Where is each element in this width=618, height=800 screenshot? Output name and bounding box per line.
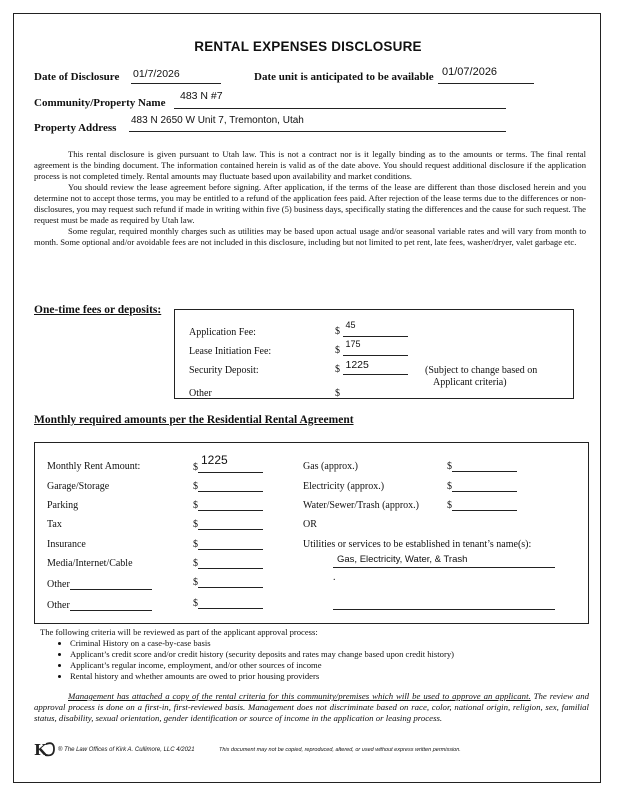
dollar-sign: $: [193, 598, 198, 609]
dollar-sign: $: [335, 364, 340, 375]
date-available-field[interactable]: [438, 66, 534, 84]
application-fee-label: Application Fee:: [189, 327, 256, 338]
monthly-rent-field[interactable]: [193, 453, 263, 473]
community-name-value: 483 N #7: [180, 90, 223, 102]
footer-firm: ® The Law Offices of Kirk A. Cullimore, LLC 4/2021: [58, 747, 195, 753]
property-address-value: 483 N 2650 W Unit 7, Tremonton, Utah: [131, 115, 304, 126]
date-of-disclosure-label: Date of Disclosure: [34, 71, 120, 83]
dollar-sign: $: [193, 462, 198, 473]
water-sewer-trash-field[interactable]: [447, 498, 517, 511]
or-label: OR: [303, 519, 317, 530]
other-fee-row[interactable]: [189, 386, 294, 399]
security-deposit-field[interactable]: [335, 359, 408, 375]
dollar-sign: $: [335, 388, 340, 399]
one-time-fees-box: [174, 309, 574, 399]
electricity-field[interactable]: [447, 479, 517, 492]
disclosure-form: [13, 13, 601, 783]
other-label: Other: [47, 579, 70, 590]
parking-field[interactable]: [193, 498, 263, 511]
dollar-sign: $: [193, 519, 198, 530]
management-note: [34, 691, 589, 724]
other-monthly-field-1[interactable]: [193, 575, 263, 588]
media-internet-label: Media/Internet/Cable: [47, 558, 133, 569]
tenant-utilities-extra: .: [333, 572, 336, 583]
garage-storage-field[interactable]: [193, 479, 263, 492]
property-address-label: Property Address: [34, 122, 117, 134]
security-deposit-label: Security Deposit:: [189, 365, 259, 376]
management-note-text: The review and approval process is done on a first-in, first-reviewed basis. Management does not discriminate based on race, color, national origin, religion, sex, familial status, disability, sexual orientation, gender identification or source of income in the application or leasing process.: [34, 691, 589, 723]
criteria-item: • Criminal History on a case-by-case basis: [70, 638, 580, 649]
lease-initiation-fee-field[interactable]: [335, 339, 408, 356]
dollar-sign: $: [335, 345, 340, 356]
community-name-label: Community/Property Name: [34, 97, 166, 109]
dollar-sign: $: [447, 500, 452, 511]
other-name-line[interactable]: [70, 598, 152, 611]
criteria-item: • Applicant’s credit score and/or credit history (security deposits and rates may change based upon credit history): [70, 649, 580, 660]
other-name-line[interactable]: [70, 577, 152, 590]
gas-field[interactable]: [447, 459, 517, 472]
date-available-label: Date unit is anticipated to be available: [254, 71, 434, 83]
media-internet-field[interactable]: [193, 556, 263, 569]
application-fee-field[interactable]: [335, 320, 408, 337]
disclosure-paragraph: Some regular, required monthly charges such as utilities may be based upon actual usage and/or seasonal variable rates and will vary from month to month. Some optional and/or avoidable fees are not included in this disclosure, including but not limited to pet rent, late fees, washer/dryer, valet garbage etc.: [34, 226, 586, 247]
criteria-item: • Rental history and whether amounts are owed to prior housing providers: [70, 671, 580, 682]
dollar-sign: $: [193, 481, 198, 492]
community-name-field[interactable]: [174, 90, 506, 109]
other-fee-name-line[interactable]: [212, 386, 294, 399]
tenant-utilities-field-2[interactable]: [333, 595, 555, 610]
criteria-section: [40, 627, 580, 682]
tax-field[interactable]: [193, 517, 263, 530]
date-available-value: 01/07/2026: [442, 66, 498, 78]
lease-initiation-fee-value: 175: [345, 339, 361, 349]
dollar-sign: $: [447, 481, 452, 492]
gas-label: Gas (approx.): [303, 461, 358, 472]
other-label: Other: [47, 600, 70, 611]
disclosure-text: [34, 149, 586, 248]
dollar-sign: $: [193, 500, 198, 511]
other-fee-label: Other: [189, 388, 212, 399]
monthly-rent-label: Monthly Rent Amount:: [47, 461, 141, 472]
tenant-utilities-value: Gas, Electricity, Water, & Trash: [337, 554, 468, 565]
property-address-field[interactable]: [129, 117, 506, 132]
law-office-logo-icon: [34, 740, 56, 758]
footer-notice: This document may not be copied, reproduced, altered, or used without express written permission.: [219, 747, 461, 753]
water-sewer-trash-label: Water/Sewer/Trash (approx.): [303, 500, 420, 511]
lease-initiation-fee-label: Lease Initiation Fee:: [189, 346, 272, 357]
security-deposit-value: 1225: [345, 359, 369, 371]
disclosure-paragraph: This rental disclosure is given pursuant to Utah law. This is not a contract nor is it legally binding as to the amounts or terms. The final rental agreement is the binding document. The information contained herein is valid as of the date above. You should request additional disclosure if the application process is not completed timely. Rental amounts may fluctuate based upon availability and market conditions.: [34, 149, 586, 181]
form-title: RENTAL EXPENSES DISCLOSURE: [194, 39, 422, 54]
application-fee-value: 45: [345, 320, 356, 330]
criteria-intro: The following criteria will be reviewed as part of the applicant approval process:: [40, 627, 318, 637]
management-note-underlined: Management has attached a copy of the rental criteria for this community/premises which will be used to approve an applicant.: [68, 691, 531, 701]
svg-text:K: K: [34, 741, 48, 758]
monthly-heading: Monthly required amounts per the Residential Rental Agreement: [34, 414, 354, 426]
parking-label: Parking: [47, 500, 79, 511]
insurance-label: Insurance: [47, 539, 86, 550]
subject-to-change-note-line1: (Subject to change based on: [425, 365, 538, 376]
tenant-utilities-field[interactable]: [333, 553, 555, 568]
garage-storage-label: Garage/Storage: [47, 481, 110, 492]
other-monthly-row-2[interactable]: [47, 598, 152, 611]
electricity-label: Electricity (approx.): [303, 481, 385, 492]
tenant-utilities-label: Utilities or services to be established in tenant’s name(s):: [303, 539, 532, 550]
dollar-sign: $: [193, 539, 198, 550]
insurance-field[interactable]: [193, 537, 263, 550]
dollar-sign: $: [335, 326, 340, 337]
date-of-disclosure-field[interactable]: [131, 69, 221, 84]
other-monthly-field-2[interactable]: [193, 596, 263, 609]
dollar-sign: $: [447, 461, 452, 472]
criteria-list: [40, 638, 580, 682]
date-of-disclosure-value: 01/7/2026: [133, 68, 180, 80]
monthly-rent-value: 1225: [201, 453, 228, 467]
disclosure-paragraph: You should review the lease agreement before signing. After application, if the terms of the lease are different than those disclosed herein and you determine not to accept those terms, you may be entitled to a refund of the application fees paid. After rejection of the lease terms due to the differences or non-disclosures, you may request such refund if made in writing within five (5) business days, specifically stating the differences and the cause for such request. The request must be made as required by Utah law.: [34, 182, 586, 225]
subject-to-change-note-line2: Applicant criteria): [433, 377, 507, 388]
tax-label: Tax: [47, 519, 62, 530]
other-fee-field[interactable]: [335, 386, 408, 399]
criteria-item: • Applicant’s regular income, employment, and/or other sources of income: [70, 660, 580, 671]
dollar-sign: $: [193, 558, 198, 569]
one-time-fees-heading: One-time fees or deposits:: [34, 304, 162, 316]
other-monthly-row-1[interactable]: [47, 577, 152, 590]
dollar-sign: $: [193, 577, 198, 588]
monthly-box: [34, 442, 589, 624]
